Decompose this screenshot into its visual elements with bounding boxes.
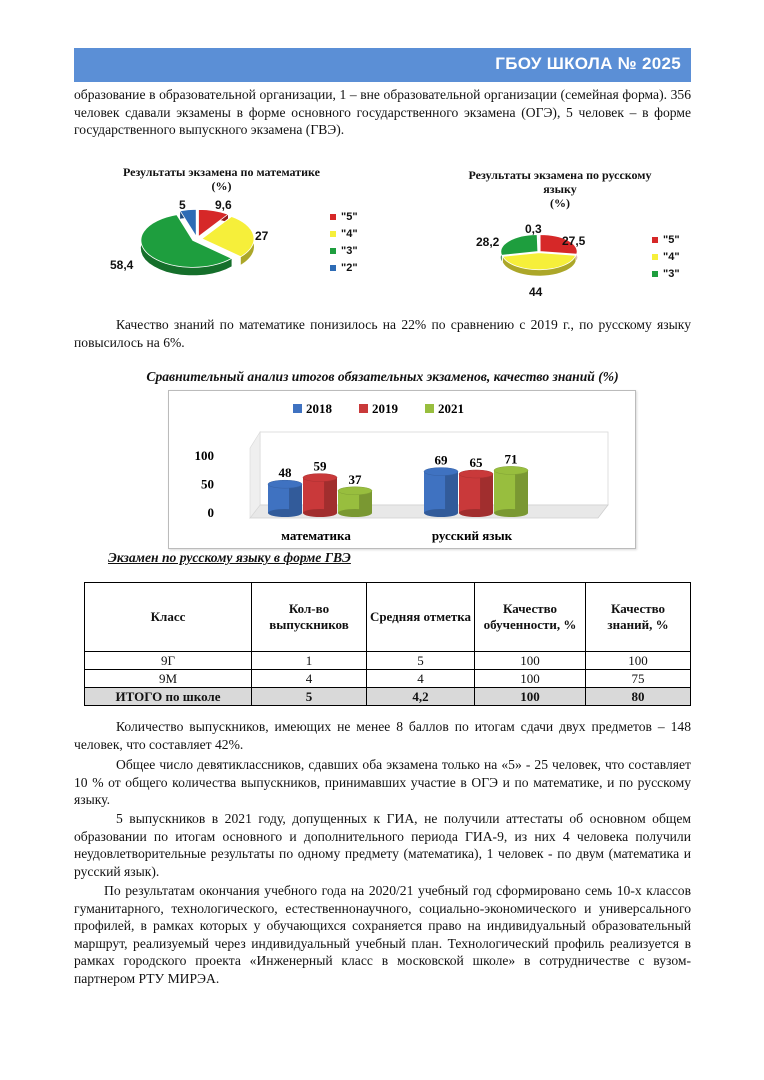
table-cell: 5	[367, 652, 475, 670]
gve-section-title: Экзамен по русскому языку в форме ГВЭ	[108, 550, 351, 565]
bar-математика-2018	[268, 480, 302, 517]
swatch-green-icon	[330, 248, 336, 254]
intro-paragraph: образование в образовательной организации, 1 – вне образовательной организации (семейная форма). 356 человек сдавали экзамены в форме основного государственного экзамена (ОГЭ), 5 человек – в форме государственного выпускного экзамена (ГВЭ).	[74, 87, 691, 137]
table-cell: 4,2	[367, 688, 475, 706]
table-row	[85, 670, 691, 688]
swatch-green-icon	[652, 271, 658, 277]
paragraph-no-certificates: 5 выпускников в 2021 году, допущенных к ГИА, не получили аттестаты об основном общем образовании по итогам основного и дополнительного периода ГИА-9, из них 4 человека получили неудовлетворительные результаты по одному предмету (математика), 1 человек - по двум (математика и русский язык).	[74, 811, 691, 879]
table-cell: 1	[252, 652, 367, 670]
legend-item-5	[652, 231, 680, 248]
legend-swatch-icon	[425, 404, 434, 413]
table-cell: 4	[367, 670, 475, 688]
legend-swatch-icon	[293, 404, 302, 413]
pie-russian-label-small: 0,3	[525, 222, 542, 236]
pie-russian-title-line1: Результаты экзамена по русскому	[468, 168, 652, 182]
y-tick-label: 50	[201, 476, 214, 492]
pie-math-label-3: 58,4	[110, 258, 134, 272]
table-row	[85, 652, 691, 670]
x-category-label: математика	[281, 528, 351, 543]
y-tick-label: 100	[194, 448, 214, 463]
legend-label: "4"	[341, 227, 358, 240]
legend-item-5	[330, 208, 358, 225]
legend-label: 2018	[306, 401, 332, 416]
pie-math-legend	[330, 208, 358, 276]
header-graduates: Кол-во выпускников	[252, 583, 367, 652]
bar-value-label: 71	[504, 451, 518, 467]
pie-russian-label-5: 27,5	[562, 234, 586, 248]
legend-label: "5"	[663, 233, 680, 246]
pie-math-label-5: 9,6	[215, 198, 232, 212]
paragraph-10th-grades: По результатам окончания учебного года на 2020/21 учебный год сформировано семь 10-х классов гуманитарного, технологического, естественнонаучного, социально-экономического и универсального профилей, в рамках которых у обучающихся сохраняется право на индивидуальный образовательный маршрут, реализуемый через индивидуальный учебный план. Технологический профиль реализуется в рамках городского проекта «Инженерный класс в московской школе» в сотрудничестве с вузом-партнером РТУ МИРЭА.	[74, 883, 691, 986]
pie-russian-slice-3	[501, 235, 538, 256]
y-tick-label: 0	[207, 505, 214, 520]
pie-math-title	[104, 165, 339, 193]
table-cell: 100	[475, 688, 586, 706]
header-average: Средняя отметка	[367, 583, 475, 652]
legend-label: "4"	[663, 250, 680, 263]
bar-математика-2021	[338, 487, 372, 517]
header-knowledge-quality: Качество знаний, %	[586, 583, 691, 652]
bar-русский язык-2019	[459, 470, 493, 517]
swatch-red-icon	[330, 214, 336, 220]
legend-item-3	[330, 242, 358, 259]
legend-item-4	[652, 248, 680, 265]
x-category-label: русский язык	[431, 528, 513, 543]
legend-label: 2019	[372, 401, 398, 416]
table-cell: 100	[475, 652, 586, 670]
bar-value-label: 65	[469, 455, 483, 470]
quality-paragraph: Качество знаний по математике понизилось на 22% по сравнению с 2019 г., по русскому языку повысилось на 6%.	[74, 317, 691, 350]
table-cell: ИТОГО по школе	[85, 688, 252, 706]
legend-label: "2"	[341, 261, 358, 274]
legend-label: "5"	[341, 210, 358, 223]
table-cell: 9Г	[85, 652, 252, 670]
table-cell: 80	[586, 688, 691, 706]
table-cell: 75	[586, 670, 691, 688]
bar-value-label: 69	[434, 452, 448, 468]
bar-русский язык-2018	[424, 468, 458, 517]
legend-item-4	[330, 225, 358, 242]
paragraph-excellent-students: Общее число девятиклассников, сдавших оба экзамена только на «5» - 25 человек, что составляет 10 % от общего количества выпускников, принимавших участие в ОГЭ и по математике, и по русскому языку.	[74, 757, 691, 807]
pie-russian-slice-other	[538, 234, 539, 251]
table-cell: 100	[475, 670, 586, 688]
legend-label: "3"	[341, 244, 358, 257]
header-class: Класс	[85, 583, 252, 652]
legend-label: 2021	[438, 401, 464, 416]
bar-value-label: 37	[348, 471, 362, 487]
legend-item-2	[330, 259, 358, 276]
pie-math-title-line1: Результаты экзамена по математике	[122, 165, 320, 179]
paragraph-graduates-8-points: Количество выпускников, имеющих не менее 8 баллов по итогам сдачи двух предметов – 148 человек, что составляет 42%.	[74, 719, 691, 752]
swatch-red-icon	[652, 237, 658, 243]
pie-russian-label-4: 44	[529, 285, 543, 299]
pie-russian-legend	[652, 231, 680, 282]
table-total-row	[85, 688, 691, 706]
pie-math-title-line2: (%)	[211, 179, 232, 193]
comparison-chart-title: Сравнительный анализ итогов обязательных экзаменов, качество знаний (%)	[146, 369, 619, 384]
table-cell: 9М	[85, 670, 252, 688]
pie-math-label-4: 27	[255, 229, 269, 243]
bar-русский язык-2021	[494, 466, 528, 517]
page-header	[74, 48, 691, 82]
pie-russian-title	[440, 168, 680, 210]
header-title: ГБОУ ШКОЛА № 2025	[495, 54, 681, 73]
bar-математика-2019	[303, 474, 337, 517]
pie-russian-label-3: 28,2	[476, 235, 500, 249]
bar-chart-comparison	[168, 390, 634, 547]
legend-item-3	[652, 265, 680, 282]
table-cell: 4	[252, 670, 367, 688]
table-header-row	[85, 583, 691, 652]
legend-swatch-icon	[359, 404, 368, 413]
bar-value-label: 48	[278, 465, 292, 481]
header-learning-quality: Качество обученности, %	[475, 583, 586, 652]
pie-russian-title-line2: языку	[543, 182, 577, 196]
table-cell: 5	[252, 688, 367, 706]
swatch-yellow-icon	[652, 254, 658, 260]
table-cell: 100	[586, 652, 691, 670]
swatch-yellow-icon	[330, 231, 336, 237]
pie-math-label-2: 5	[179, 198, 186, 212]
swatch-blue-icon	[330, 265, 336, 271]
pie-russian-title-line3: (%)	[550, 196, 570, 210]
legend-label: "3"	[663, 267, 680, 280]
chart-side-wall	[250, 432, 260, 518]
bar-value-label: 59	[313, 458, 327, 474]
gve-results-table	[84, 582, 691, 706]
pie-chart-math	[135, 205, 265, 285]
